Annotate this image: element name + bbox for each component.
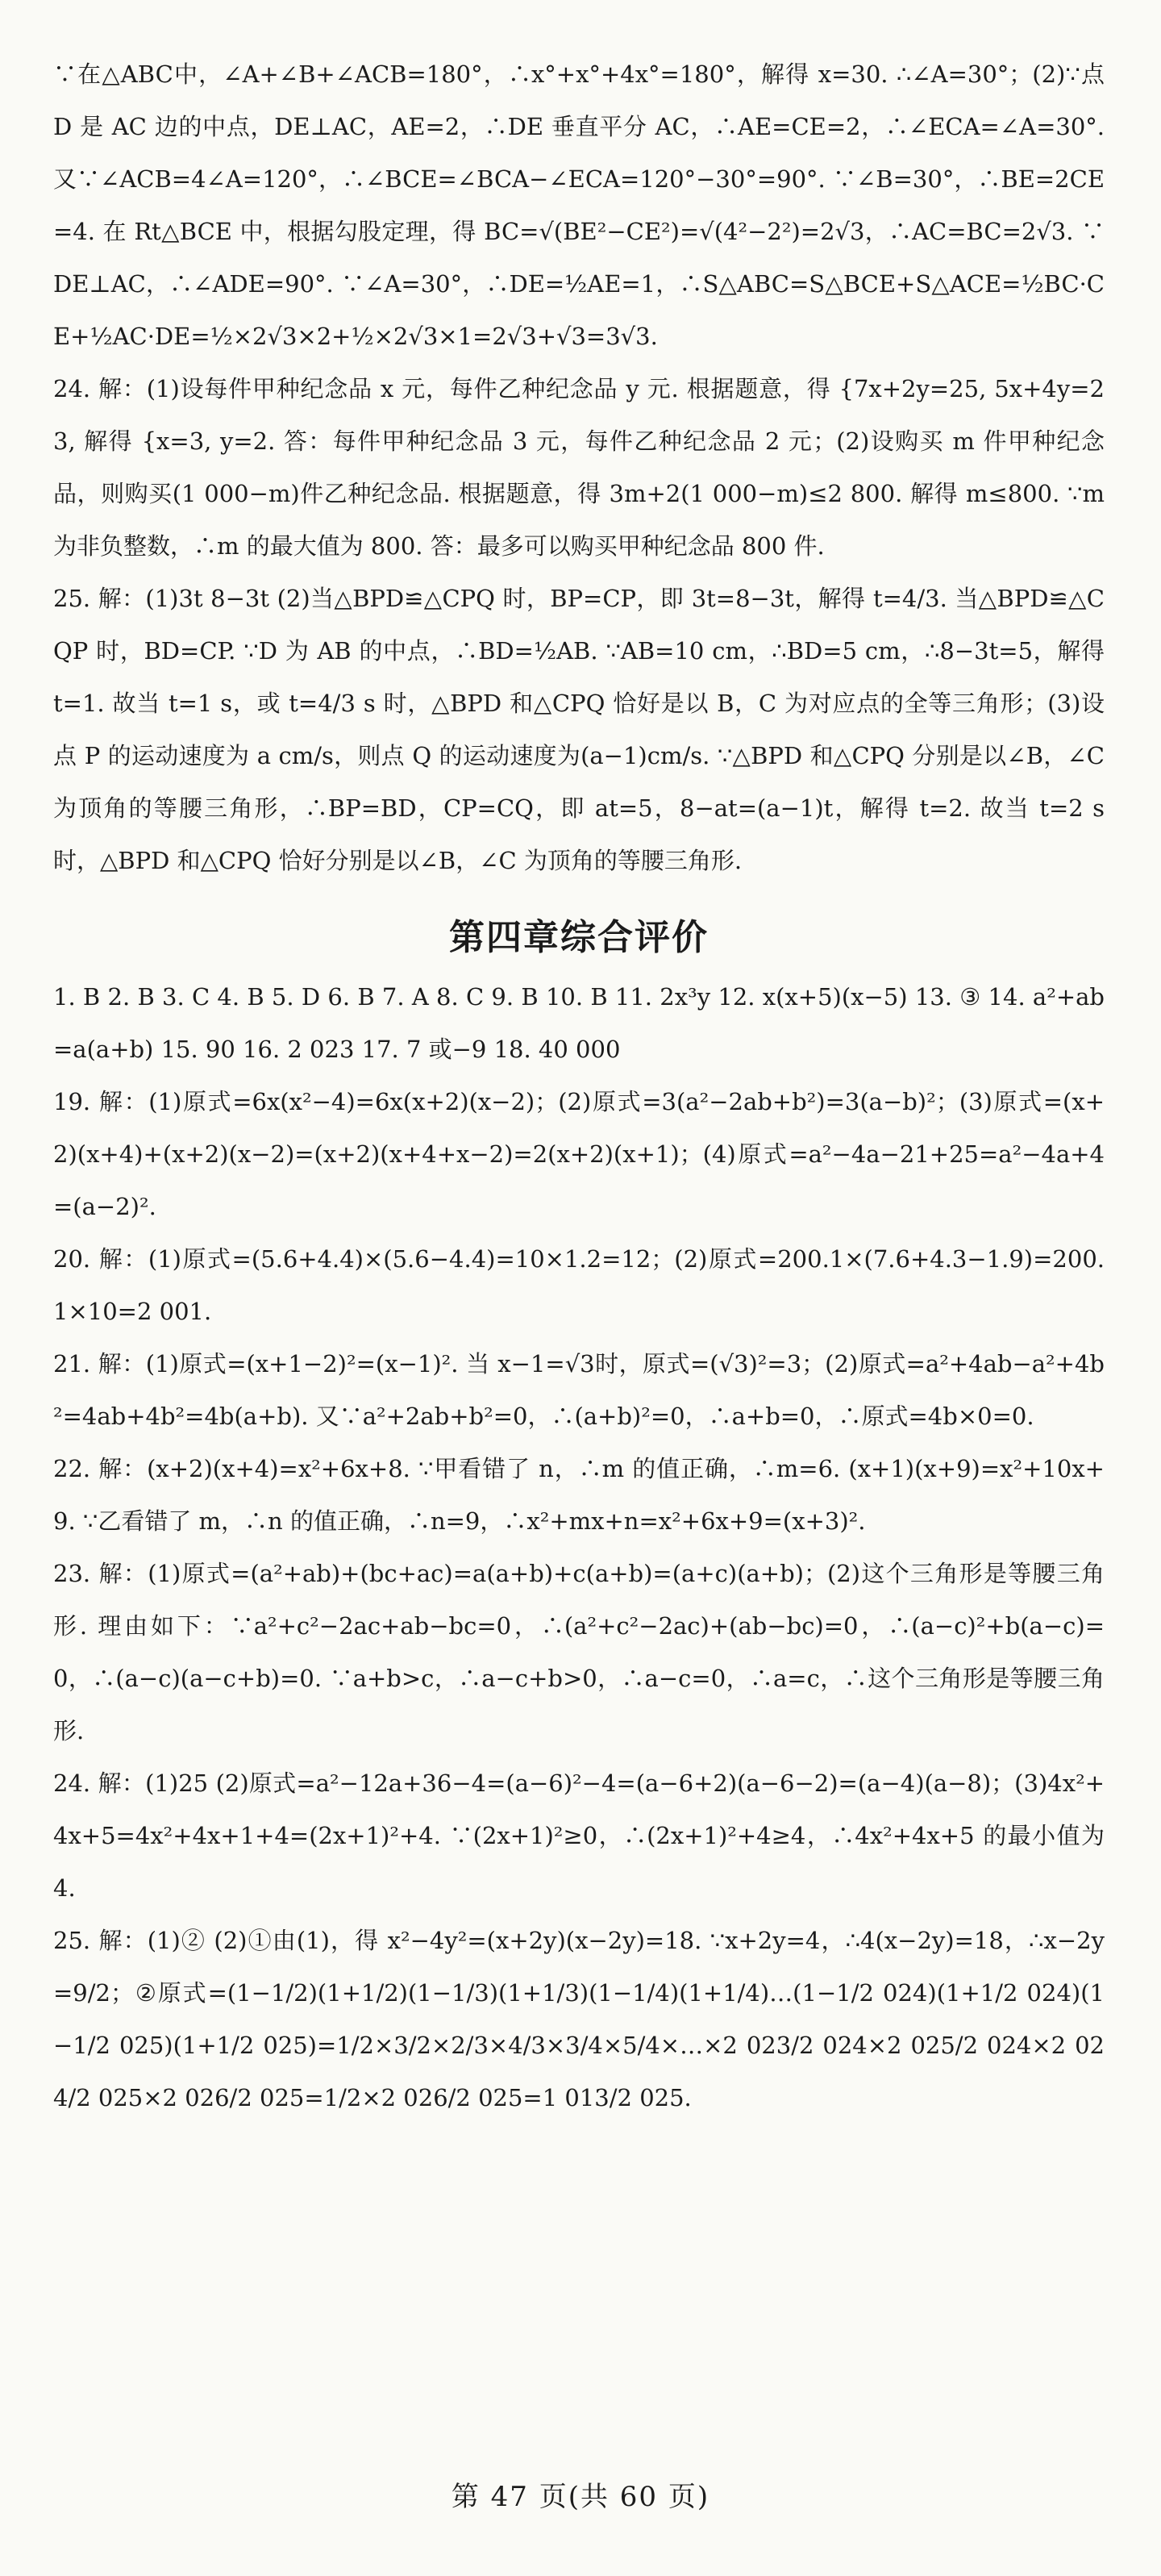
page-footer: 第 47 页(共 60 页) [451,2481,710,2513]
solution-21: 21. 解：(1)原式=(x+1−2)²=(x−1)². 当 x−1=√3时，原式=(√3)²=3；(2)原式=a²+4ab−a²+4b²=4ab+4b²=4b(a+b). 又∵a²+2ab+b²=0，∴(a+b)²=0，∴a+b=0，∴原式=4b×0=0. [53,1350,1105,1430]
solution-24b: 24. 解：(1)25 (2)原式=a²−12a+36−4=(a−6)²−4=(a−6+2)(a−6−2)=(a−4)(a−8)；(3)4x²+4x+5=4x²+4x+1+4=(2x+1)²+4. ∵(2x+1)²≥0，∴(2x+1)²+4≥4，∴4x²+4x+5 的最小值为 4. [53,1769,1105,1902]
solution-20: 20. 解：(1)原式=(5.6+4.4)×(5.6−4.4)=10×1.2=12；(2)原式=200.1×(7.6+4.3−1.9)=200.1×10=2 001. [53,1245,1105,1325]
solution-23-continued: ∵在△ABC中，∠A+∠B+∠ACB=180°，∴x°+x°+4x°=180°，解得 x=30. ∴∠A=30°；(2)∵点 D 是 AC 边的中点，DE⊥AC，AE=2，∴DE 垂直平分 AC，∴AE=CE=2，∴∠ECA=∠A=30°. 又∵∠ACB=4∠A=120°，∴∠BCE=∠BCA−∠ECA=120°−30°=90°. ∵∠B=30°，∴BE=2CE=4. 在 Rt△BCE 中，根据勾股定理，得 BC=√(BE²−CE²)=√(4²−2²)=2√3，∴AC=BC=2√3. ∵DE⊥AC，∴∠ADE=90°. ∵∠A=30°，∴DE=½AE=1，∴S△ABC=S△BCE+S△ACE=½BC·CE+½AC·DE=½×2√3×2+½×2√3×1=2√3+√3=3√3. [53,60,1105,350]
choice-answers: 1. B 2. B 3. C 4. B 5. D 6. B 7. A 8. C 9. B 10. B 11. 2x³y 12. x(x+5)(x−5) 13. ③ 14. a²+ab=a(a+b) 15. 90 16. 2 023 17. 7 或−9 18. 40 000 [53,983,1105,1063]
solution-22: 22. 解：(x+2)(x+4)=x²+6x+8. ∵甲看错了 n，∴m 的值正确，∴m=6. (x+1)(x+9)=x²+10x+9. ∵乙看错了 m，∴n 的值正确，∴n=9，∴x²+mx+n=x²+6x+9=(x+3)². [53,1455,1105,1535]
solution-24: 24. 解：(1)设每件甲种纪念品 x 元，每件乙种纪念品 y 元. 根据题意，得 {7x+2y=25, 5x+4y=23, 解得 {x=3, y=2. 答：每件甲种纪念品 3 元，每件乙种纪念品 2 元；(2)设购买 m 件甲种纪念品，则购买(1 000−m)件乙种纪念品. 根据题意，得 3m+2(1 000−m)≤2 800. 解得 m≤800. ∵m 为非负整数，∴m 的最大值为 800. 答：最多可以购买甲种纪念品 800 件. [53,375,1105,560]
solution-19: 19. 解：(1)原式=6x(x²−4)=6x(x+2)(x−2)；(2)原式=3(a²−2ab+b²)=3(a−b)²；(3)原式=(x+2)(x+4)+(x+2)(x−2)=(x+2)(x+4+x−2)=2(x+2)(x+1)；(4)原式=a²−4a−21+25=a²−4a+4=(a−2)². [53,1088,1105,1220]
solution-25b: 25. 解：(1)② (2)①由(1)，得 x²−4y²=(x+2y)(x−2y)=18. ∵x+2y=4，∴4(x−2y)=18，∴x−2y=9/2；②原式=(1−1/2)(1+1/2)(1−1/3)(1+1/3)(1−1/4)(1+1/4)…(1−1/2 024)(1+1/2 024)(1−1/2 025)(1+1/2 025)=1/2×3/2×2/3×4/3×3/4×5/4×…×2 023/2 024×2 025/2 024×2 024/2 025×2 026/2 025=1/2×2 026/2 025=1 013/2 025. [53,1927,1105,2111]
chapter-title: 第四章综合评价 [449,917,709,958]
solution-25: 25. 解：(1)3t 8−3t (2)当△BPD≌△CPQ 时，BP=CP，即 3t=8−3t，解得 t=4/3. 当△BPD≌△CQP 时，BD=CP. ∵D 为 AB 的中点，∴BD=½AB. ∵AB=10 cm，∴BD=5 cm，∴8−3t=5，解得 t=1. 故当 t=1 s，或 t=4/3 s 时，△BPD 和△CPQ 恰好是以 B，C 为对应点的全等三角形；(3)设点 P 的运动速度为 a cm/s，则点 Q 的运动速度为(a−1)cm/s. ∵△BPD 和△CPQ 分别是以∠B，∠C 为顶角的等腰三角形，∴BP=BD，CP=CQ，即 at=5，8−at=(a−1)t，解得 t=2. 故当 t=2 s 时，△BPD 和△CPQ 恰好分别是以∠B，∠C 为顶角的等腰三角形. [53,585,1105,874]
solution-23: 23. 解：(1)原式=(a²+ab)+(bc+ac)=a(a+b)+c(a+b)=(a+c)(a+b)；(2)这个三角形是等腰三角形. 理由如下：∵a²+c²−2ac+ab−bc=0，∴(a²+c²−2ac)+(ab−bc)=0，∴(a−c)²+b(a−c)=0，∴(a−c)(a−c+b)=0. ∵a+b>c，∴a−c+b>0，∴a−c=0，∴a=c，∴这个三角形是等腰三角形. [53,1560,1105,1744]
